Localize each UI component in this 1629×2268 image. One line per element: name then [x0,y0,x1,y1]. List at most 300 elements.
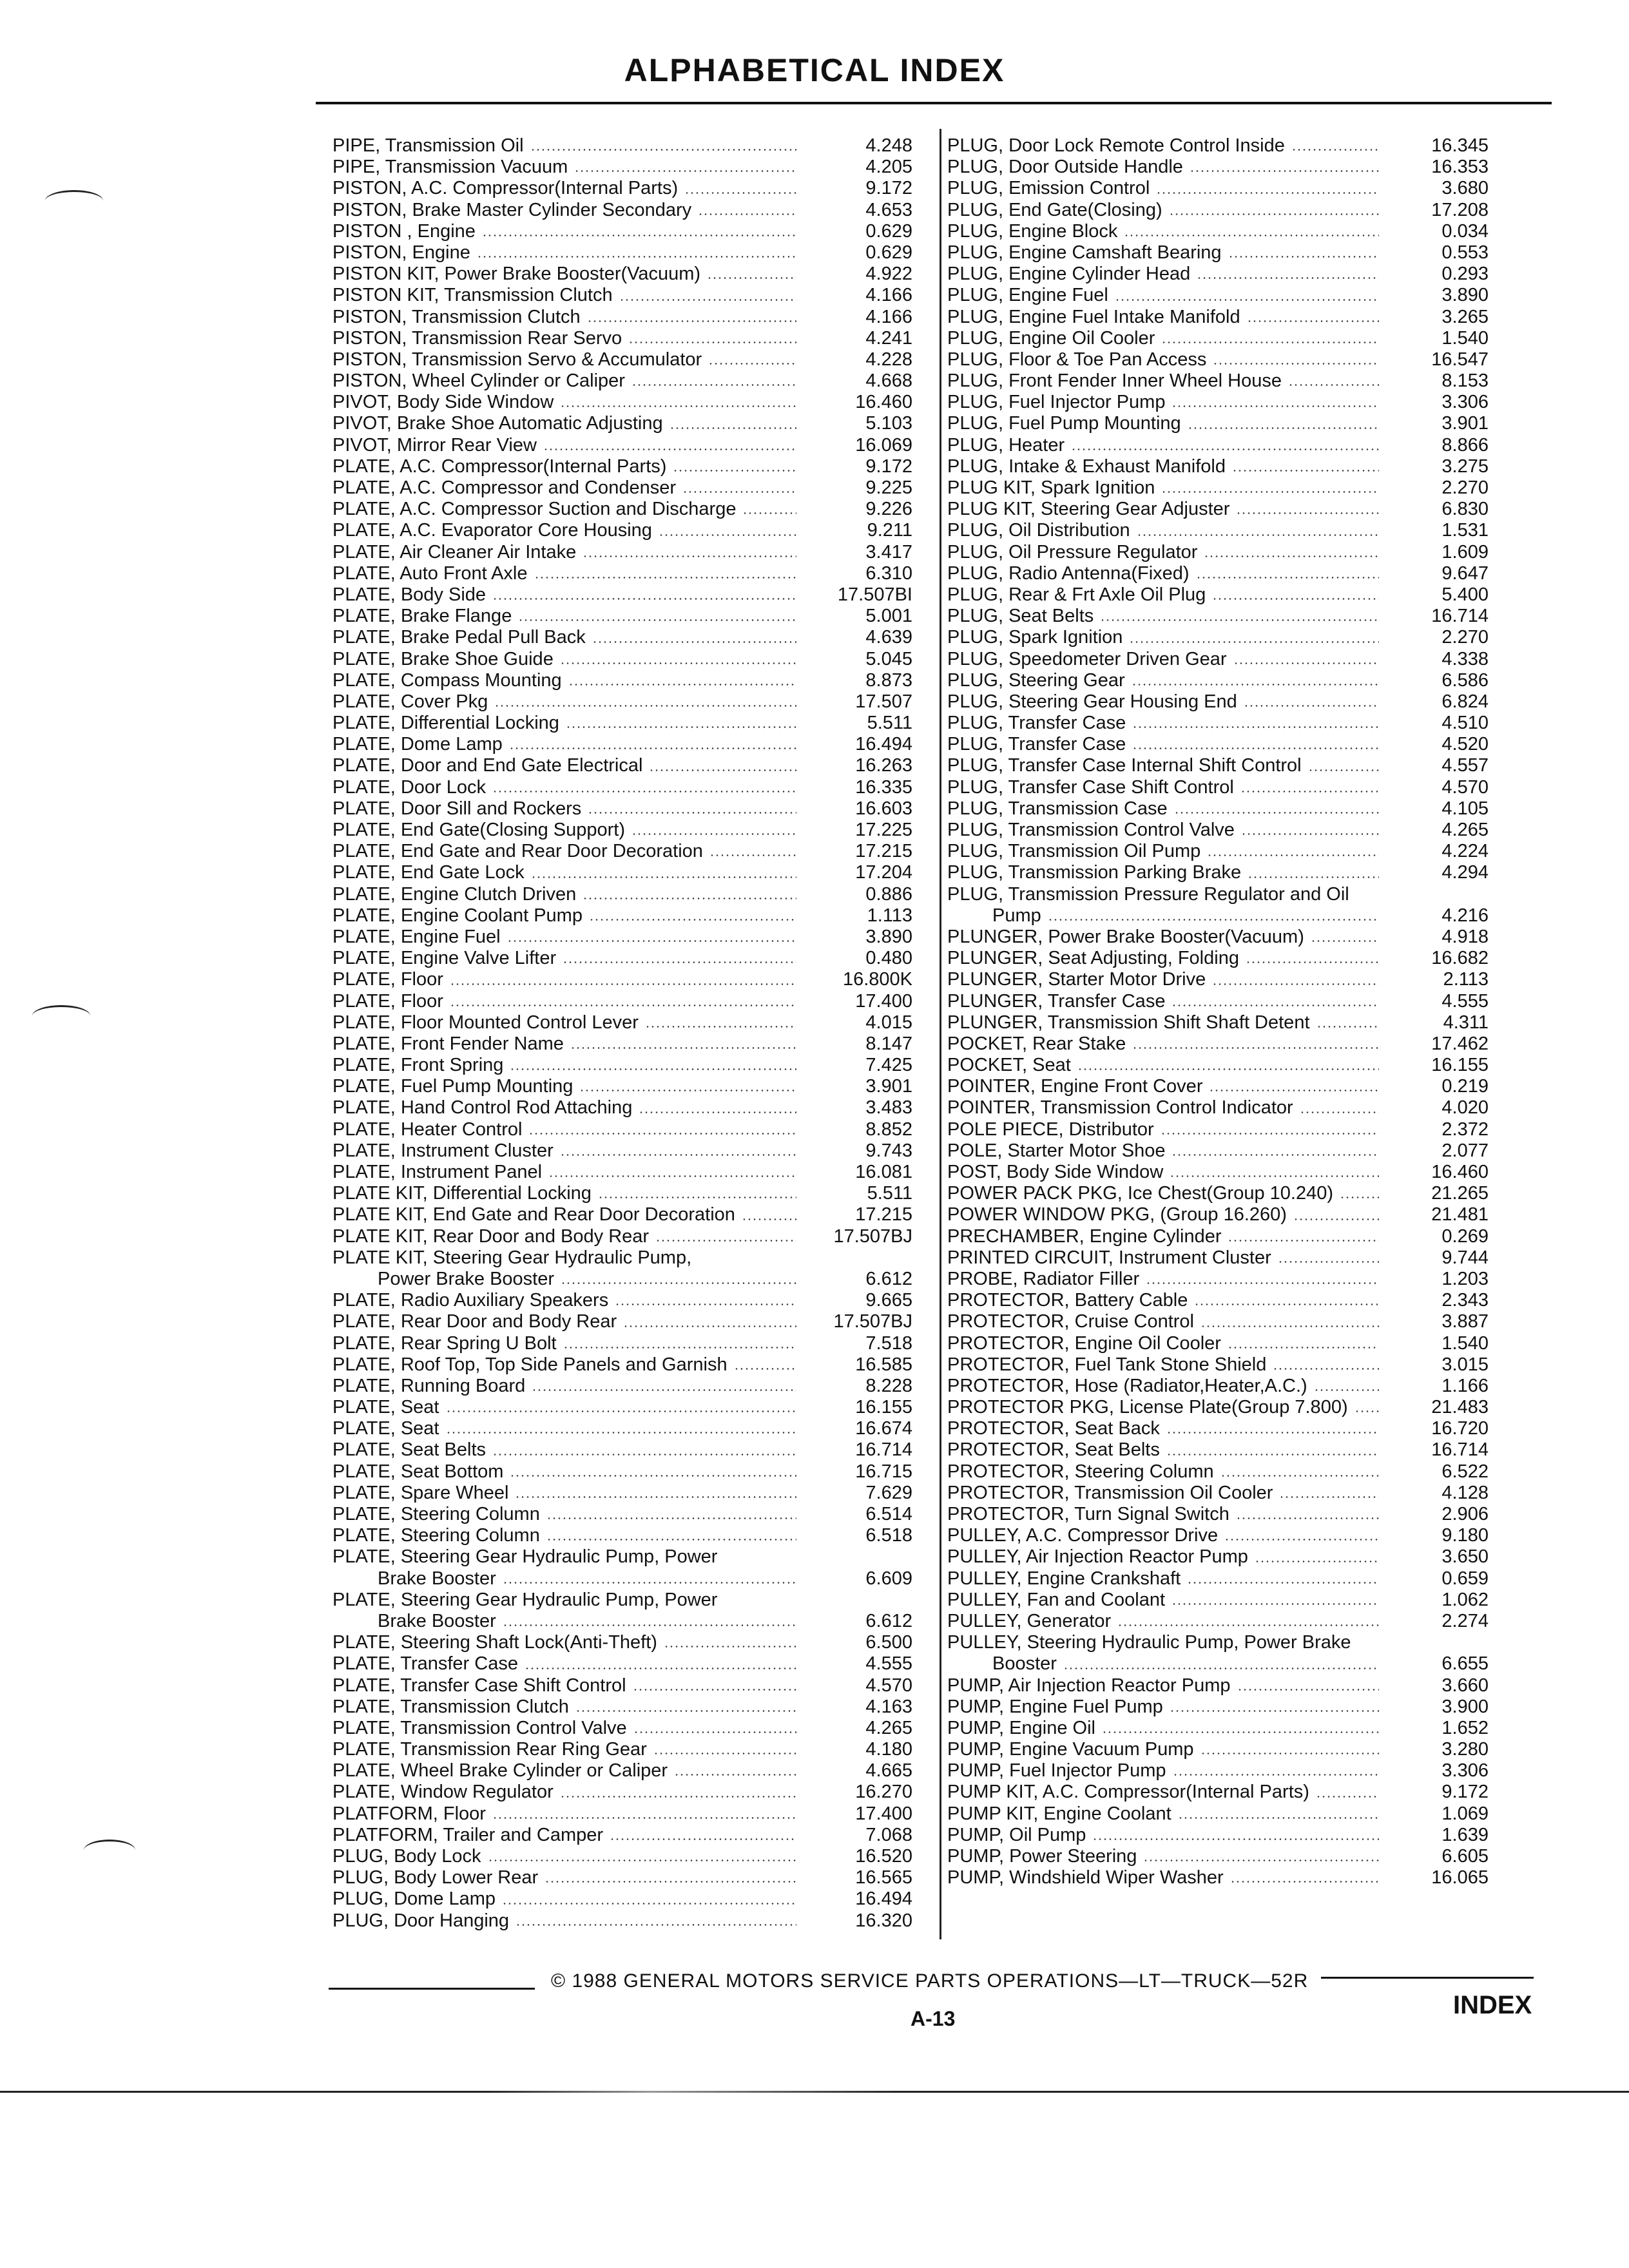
dot-leader [1228,256,1379,258]
index-entry [947,1590,1489,1611]
entry-name: POINTER, Transmission Control Indicator [947,1097,1293,1119]
dot-leader [492,1454,796,1456]
entry-name: PRINTED CIRCUIT, Instrument Cluster [947,1247,1271,1268]
page-number: A-13 [911,2007,956,2030]
entry-page-ref: 4.510 [1441,713,1489,734]
entry-page-ref: 1.609 [1441,541,1489,562]
entry-name: PLATE, Hand Control Rod Attaching [333,1097,633,1119]
entry-name: PULLEY, Fan and Coolant [947,1589,1166,1610]
index-entry [947,1076,1489,1097]
entry-page-ref: 6.310 [865,562,912,584]
dot-leader [509,747,796,749]
entry-page-ref: 4.570 [1441,776,1489,798]
entry-name-continued: Pump [992,905,1041,926]
entry-name: PISTON, A.C. Compressor(Internal Parts) [333,178,679,199]
footer-rule-right [1321,1977,1534,1979]
dot-leader [1209,1090,1379,1091]
dot-leader [1171,1154,1379,1156]
index-entry [947,969,1489,990]
entry-name: PROTECTOR, Cruise Control [947,1311,1194,1332]
entry-name: PLATE, Floor [333,990,443,1012]
dot-leader [1200,1325,1379,1327]
dot-leader [1212,598,1379,600]
entry-name: PLATE, Body Side [333,584,487,605]
entry-name-continued: Power Brake Booster [378,1268,555,1289]
index-entry [947,627,1489,648]
entry-name: PROTECTOR PKG, License Plate(Group 7.800) [947,1397,1348,1418]
entry-name: PLATE KIT, Rear Door and Body Rear [333,1225,650,1247]
dot-leader [568,684,796,686]
entry-page-ref: 9.180 [1441,1525,1489,1546]
entry-page-ref: 4.555 [865,1653,912,1675]
entry-page-ref: 6.830 [1441,499,1489,520]
entry-name: PLUNGER, Seat Adjusting, Folding [947,948,1239,969]
index-entry [333,413,912,434]
dot-leader [583,898,796,899]
dot-leader [546,1539,796,1541]
entry-page-ref: 8.147 [865,1033,912,1054]
dot-leader [1197,277,1379,279]
entry-page-ref: 6.500 [865,1632,912,1653]
entry-page-ref: 3.417 [865,541,912,562]
entry-page-ref: 0.034 [1441,220,1489,242]
entry-page-ref: 16.585 [855,1354,912,1375]
entry-name: PLUNGER, Power Brake Booster(Vacuum) [947,926,1304,947]
entry-name: PISTON, Transmission Rear Servo [333,327,622,349]
entry-name: PROTECTOR, Fuel Tank Stone Shield [947,1354,1267,1375]
index-entry [333,200,912,221]
entry-name: PLATFORM, Floor [333,1803,486,1824]
entry-name: PROTECTOR, Steering Column [947,1461,1214,1482]
dot-leader [1213,363,1379,365]
entry-page-ref: 16.520 [855,1846,912,1867]
dot-leader [532,1389,796,1391]
entry-name: PLUG KIT, Steering Gear Adjuster [947,499,1230,520]
dot-leader [510,1068,796,1070]
dot-leader [1311,940,1379,942]
entry-name: PISTON, Engine [333,242,470,263]
entry-page-ref: 21.481 [1431,1204,1489,1225]
entry-name: PLATE, Transfer Case Shift Control [333,1675,626,1696]
index-entry [333,1333,912,1354]
dot-leader [507,940,796,942]
entry-name: PLUG, Transmission Control Valve [947,820,1235,840]
entry-name: PLUG, Engine Oil Cooler [947,327,1155,349]
entry-page-ref: 4.166 [865,285,912,306]
index-column-left [333,135,912,1932]
dot-leader [1204,555,1379,557]
entry-name: PLUG, Spark Ignition [947,627,1123,648]
entry-page-ref: 3.680 [1441,178,1489,199]
index-entry [947,178,1489,199]
entry-page-ref: 3.650 [1441,1546,1489,1568]
dot-leader [1063,1667,1379,1669]
entry-name: PLATE, Air Cleaner Air Intake [333,541,577,562]
entry-page-ref: 16.460 [855,392,912,413]
entry-name: PISTON KIT, Power Brake Booster(Vacuum) [333,264,701,285]
index-entry [947,477,1489,499]
entry-name: PLUG, Transfer Case Shift Control [947,776,1234,798]
entry-page-ref: 1.113 [867,905,912,926]
entry-page-ref: 9.226 [865,499,912,520]
entry-page-ref: 4.248 [865,135,912,156]
dot-leader [510,1475,796,1477]
entry-name: PLATE KIT, End Gate and Rear Door Decoration [333,1204,735,1225]
dot-leader [1171,405,1379,407]
entry-page-ref: 9.647 [1441,562,1489,584]
index-entry [947,1012,1489,1033]
dot-leader [1237,1689,1380,1691]
scan-edge-rule [0,2091,1629,2093]
entry-name: PLUG, Body Lock [333,1846,481,1867]
index-entry [333,1055,912,1076]
dot-leader [515,1496,796,1498]
dot-leader [503,1624,796,1626]
entry-page-ref: 21.265 [1431,1183,1489,1204]
entry-page-ref: 6.514 [865,1504,912,1525]
index-entry [333,841,912,862]
entry-page-ref: 1.069 [1441,1803,1489,1824]
dot-leader [1228,1240,1379,1242]
index-entry [333,1226,912,1247]
entry-name: PULLEY, Engine Crankshaft [947,1568,1181,1589]
entry-name: PLATE KIT, Differential Locking [333,1183,592,1204]
entry-name: PULLEY, A.C. Compressor Drive [947,1525,1219,1546]
dot-leader [525,1667,796,1669]
entry-name: PLUG, Transmission Parking Brake [947,862,1242,883]
index-entry [333,1483,912,1504]
dot-leader [1340,1196,1379,1198]
entry-continuation [333,1568,912,1590]
section-label: INDEX [1453,1991,1532,2019]
entry-name: PLATE, Window Regulator [333,1782,554,1803]
dot-leader [1092,1838,1379,1840]
entry-name: PLUG, Engine Cylinder Head [947,264,1191,285]
entry-name: PUMP, Power Steering [947,1846,1137,1867]
entry-name: PISTON, Transmission Servo & Accumulator [333,349,702,370]
entry-page-ref: 17.208 [1431,199,1489,220]
entry-name: PLUG, Engine Fuel [947,285,1108,306]
entry-name: PLUG, Speedometer Driven Gear [947,648,1227,669]
dot-leader [1196,577,1379,579]
entry-page-ref: 2.270 [1441,627,1489,648]
entry-name: PUMP, Engine Oil [947,1717,1095,1738]
index-entry [333,969,912,990]
dot-leader [450,983,796,985]
entry-page-ref: 2.113 [1443,969,1489,990]
index-entry [333,1290,912,1311]
entry-name: PLATE, Seat Belts [333,1439,487,1461]
index-entry [333,1119,912,1140]
index-entry [333,649,912,670]
entry-name-continued: Brake Booster [378,1568,496,1589]
index-entry [333,1590,912,1632]
entry-name: PUMP KIT, Engine Coolant [947,1803,1171,1824]
index-entry [333,927,912,948]
entry-name: PLUG, Door Outside Handle [947,157,1183,178]
entry-page-ref: 16.065 [1431,1867,1489,1888]
entry-page-ref: 3.890 [865,926,912,947]
index-entry [947,370,1489,392]
entry-page-ref: 3.887 [1441,1311,1489,1332]
entry-name-continued: Brake Booster [378,1610,496,1631]
index-entry [947,820,1489,841]
entry-page-ref: 4.128 [1441,1482,1489,1503]
entry-name: POCKET, Rear Stake [947,1033,1126,1054]
entry-page-ref: 2.270 [1441,477,1489,498]
dot-leader [655,1240,796,1242]
entry-page-ref: 4.020 [1441,1097,1489,1119]
entry-name: PLATE, A.C. Compressor and Condenser [333,477,676,498]
index-entry [947,1632,1489,1675]
index-entry [333,1140,912,1162]
dot-leader [1132,747,1379,749]
dot-leader [545,1881,796,1883]
entry-name: PUMP, Fuel Injector Pump [947,1760,1166,1782]
dot-leader [1170,1710,1379,1712]
entry-page-ref: 0.293 [1441,264,1489,285]
index-entry [947,1290,1489,1311]
entry-name: PLUG, Body Lower Rear [333,1867,539,1888]
entry-name: PLUG, Emission Control [947,178,1150,199]
index-entry [333,1675,912,1696]
entry-name: PUMP, Oil Pump [947,1824,1086,1845]
entry-page-ref: 0.480 [865,948,912,969]
dot-leader [1246,961,1379,963]
footer-copyright: © 1988 GENERAL MOTORS SERVICE PARTS OPERATIONS—LT—TRUCK—52R [551,1970,1309,1992]
dot-leader [1236,512,1379,514]
entry-name: PLUG, Rear & Frt Axle Oil Plug [947,584,1206,605]
dot-leader [698,213,796,215]
dot-leader [492,791,796,793]
entry-page-ref: 16.714 [855,1439,912,1461]
index-entry [333,221,912,242]
index-entry [333,307,912,328]
index-entry [947,242,1489,264]
dot-leader [1171,1004,1379,1006]
dot-leader [1173,1774,1379,1776]
dot-leader [1117,1624,1379,1626]
index-entry [947,755,1489,776]
index-entry [333,798,912,820]
entry-page-ref: 2.274 [1441,1610,1489,1631]
entry-name: PLATE, Engine Clutch Driven [333,883,577,905]
index-entry [333,563,912,584]
entry-page-ref: 4.557 [1441,755,1489,776]
dot-leader [450,1004,796,1006]
entry-page-ref: 16.715 [855,1461,912,1482]
dot-leader [1314,1389,1379,1391]
dot-leader [1100,619,1379,621]
dot-leader [1143,1860,1379,1861]
entry-page-ref: 4.216 [1441,905,1489,926]
index-entry [947,1846,1489,1867]
index-entry [333,670,912,691]
index-entry [333,691,912,713]
dot-leader [1255,1561,1379,1562]
index-entry [947,1033,1489,1055]
index-entry [947,1760,1489,1782]
entry-name: PLATE KIT, Steering Gear Hydraulic Pump, [333,1247,692,1268]
dot-leader [492,1817,796,1819]
entry-page-ref: 1.652 [1441,1717,1489,1738]
entry-name: PLATE, Seat Bottom [333,1461,504,1482]
entry-name: PROTECTOR, Seat Back [947,1418,1160,1439]
entry-page-ref: 4.228 [865,349,912,370]
index-entry [333,713,912,734]
entry-name: PLATE, Floor Mounted Control Lever [333,1012,639,1033]
dot-leader [1161,491,1379,493]
index-entry [333,1867,912,1888]
entry-name: PLATE, Steering Column [333,1504,540,1525]
dot-leader [649,769,796,771]
entry-name: PLUG, Radio Antenna(Fixed) [947,562,1190,584]
footer-rule-left [329,1988,535,1990]
entry-name: PLATE, End Gate Lock [333,862,525,883]
index-entry [333,328,912,349]
entry-name: PIVOT, Mirror Rear View [333,434,537,456]
dot-leader [1115,299,1379,301]
index-entry [333,1418,912,1439]
index-entry [947,1183,1489,1204]
entry-page-ref: 16.800K [842,969,912,990]
entry-name: PLUG, Engine Block [947,220,1118,242]
entry-page-ref: 3.901 [865,1076,912,1097]
dot-leader [592,641,796,643]
entry-page-ref: 16.353 [1431,157,1489,178]
dot-leader [674,1774,796,1776]
index-entry [947,927,1489,948]
entry-page-ref: 0.629 [865,220,912,242]
entry-name: PLATE, Compass Mounting [333,669,562,691]
entry-name: PIPE, Transmission Oil [333,135,524,156]
dot-leader [742,512,796,514]
entry-name: PUMP, Engine Fuel Pump [947,1696,1163,1717]
entry-name: PLATE, Transmission Rear Ring Gear [333,1739,647,1760]
entry-page-ref: 16.081 [855,1162,912,1182]
entry-page-ref: 4.166 [865,306,912,327]
index-entry [947,948,1489,969]
entry-page-ref: 4.555 [1441,990,1489,1012]
dot-leader [664,1646,796,1648]
index-entry [333,542,912,563]
entry-name: PUMP, Windshield Wiper Washer [947,1867,1224,1888]
dot-leader [1236,1517,1379,1519]
dot-leader [670,427,796,429]
index-entry [947,1418,1489,1439]
dot-leader [742,1218,796,1220]
index-entry [333,1204,912,1225]
dot-leader [563,1347,796,1349]
scan-mark [32,1005,90,1026]
entry-page-ref: 0.219 [1441,1076,1489,1097]
index-entry [333,1376,912,1397]
index-entry [333,285,912,306]
dot-leader [610,1838,796,1840]
entry-page-ref: 6.586 [1441,669,1489,691]
dot-leader [1071,448,1379,450]
dot-leader [1048,919,1379,921]
index-entry [947,1568,1489,1590]
entry-page-ref: 16.682 [1431,948,1489,969]
entry-page-ref: 0.629 [865,242,912,263]
dot-leader [707,277,796,279]
entry-continuation [333,1269,912,1290]
entry-page-ref: 3.306 [1441,392,1489,413]
dot-leader [518,619,796,621]
dot-leader [619,299,796,301]
entry-name: PLATE, Instrument Cluster [333,1140,554,1161]
entry-page-ref: 17.204 [855,862,912,883]
index-entry [947,563,1489,584]
entry-name: PLATE, Cover Pkg [333,691,488,712]
dot-leader [1132,726,1379,728]
entry-name: PLUG, Door Lock Remote Control Inside [947,135,1285,156]
index-entry [947,264,1489,285]
dot-leader [1247,320,1379,322]
dot-leader [1124,235,1379,236]
entry-page-ref: 4.918 [1441,926,1489,947]
entry-name: PLUG, Transfer Case [947,713,1126,734]
entry-page-ref: 6.609 [865,1568,912,1589]
index-entry [947,1867,1489,1888]
index-entry [333,135,912,157]
dot-leader [1354,1410,1379,1412]
entry-page-ref: 4.668 [865,370,912,392]
index-entry [947,520,1489,541]
dot-leader [570,1047,796,1049]
index-entry [947,157,1489,178]
entry-name: PLUG, Transmission Oil Pump [947,841,1201,862]
entry-page-ref: 4.163 [865,1696,912,1717]
index-entry [947,542,1489,563]
entry-page-ref: 6.824 [1441,691,1489,712]
dot-leader [488,1860,797,1861]
entry-page-ref: 6.522 [1441,1461,1489,1482]
entry-name: PLUG KIT, Spark Ignition [947,477,1155,498]
entry-page-ref: 16.345 [1431,135,1489,156]
entry-name: PLUNGER, Starter Motor Drive [947,969,1206,990]
entry-name-continued: Booster [992,1653,1057,1675]
entry-name: PLATE, Transmission Clutch [333,1696,569,1717]
dot-leader [1166,1432,1379,1434]
entry-page-ref: 9.211 [867,520,912,541]
dot-leader [1230,1881,1379,1883]
dot-leader [1156,192,1379,194]
dot-leader [446,1432,797,1434]
entry-name: PUMP KIT, A.C. Compressor(Internal Parts) [947,1782,1309,1803]
index-entry [947,1269,1489,1290]
column-divider [940,129,941,1939]
entry-name: POST, Body Side Window [947,1162,1164,1183]
index-entry [333,499,912,520]
index-entry [333,1162,912,1183]
entry-page-ref: 1.203 [1441,1268,1489,1289]
index-entry [333,862,912,883]
index-entry [947,1546,1489,1568]
entry-name: PLUG, Transmission Case [947,798,1168,819]
entry-name: PLATE, Brake Flange [333,606,512,627]
index-entry [333,1076,912,1097]
entry-continuation [947,905,1489,927]
index-entry [333,1653,912,1675]
header-rule [316,102,1552,104]
dot-leader [543,448,796,450]
entry-page-ref: 5.103 [865,413,912,434]
entry-continuation [947,1653,1489,1675]
entry-page-ref: 6.605 [1441,1846,1489,1867]
entry-name: PROTECTOR, Hose (Radiator,Heater,A.C.) [947,1375,1307,1396]
